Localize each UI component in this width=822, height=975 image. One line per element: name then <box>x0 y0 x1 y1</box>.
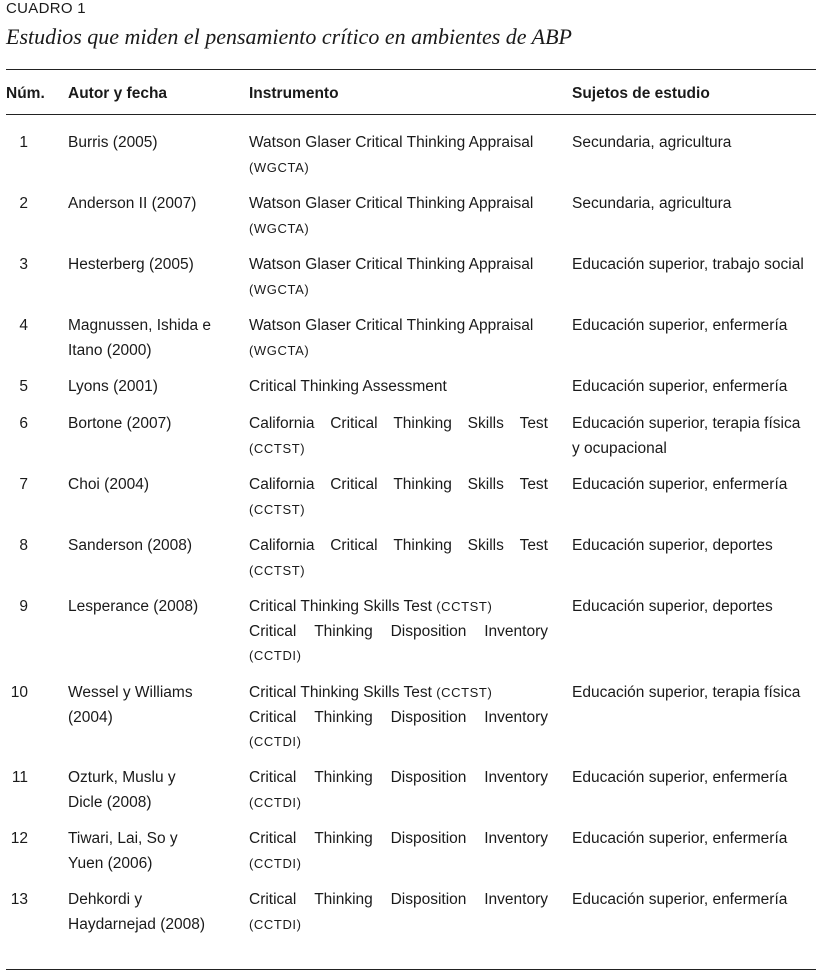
author-line: Choi (2004) <box>68 476 149 493</box>
row-instrument <box>249 192 549 241</box>
instrument-line: (CCTDI) <box>249 916 302 932</box>
row-number: 5 <box>19 378 28 395</box>
row-number: 12 <box>10 830 28 847</box>
instrument-line: Watson Glaser Critical Thinking Appraisal <box>249 317 534 334</box>
author-line: Hesterberg (2005) <box>68 256 194 273</box>
instrument-line: (WGCTA) <box>249 159 310 175</box>
row-instrument <box>249 375 549 400</box>
subjects-line: y ocupacional <box>572 439 667 457</box>
row-instrument <box>249 314 549 363</box>
author-line: (2004) <box>68 708 113 726</box>
author-line: Magnussen, Ishida e <box>68 317 212 334</box>
subjects-line: Educación superior, enfermería <box>572 891 788 908</box>
row-subjects <box>572 253 822 278</box>
instrument-line: California Critical Thinking Skills Test <box>249 415 548 432</box>
row-author <box>68 534 238 559</box>
row-subjects <box>572 681 822 706</box>
instrument-line: Critical Thinking Disposition Inventory <box>249 708 548 726</box>
table-title: Estudios que miden el pensamiento crítico en ambientes de ABP <box>6 24 572 49</box>
instrument-line: Critical Thinking Disposition Inventory <box>249 769 548 786</box>
header-num: Núm. <box>6 85 45 102</box>
row-author <box>68 253 238 278</box>
instrument-line: (CCTDI) <box>249 648 302 663</box>
table-label: CUADRO 1 <box>6 0 86 17</box>
header-subjects: Sujetos de estudio <box>572 85 710 102</box>
author-line: Ozturk, Muslu y <box>68 769 176 786</box>
instrument-line: California Critical Thinking Skills Test <box>249 537 548 554</box>
author-line: Haydarnejad (2008) <box>68 915 206 933</box>
subjects-line: Secundaria, agricultura <box>572 134 732 151</box>
row-subjects <box>572 766 822 791</box>
top-rule <box>6 69 816 70</box>
row-author <box>68 681 238 730</box>
header-author: Autor y fecha <box>68 85 168 102</box>
subjects-line: Educación superior, terapia física <box>572 684 801 701</box>
row-instrument <box>249 827 549 876</box>
row-subjects <box>572 534 822 559</box>
row-author <box>68 888 238 937</box>
instrument-line: (CCTDI) <box>249 855 302 871</box>
subjects-line: Educación superior, enfermería <box>572 476 788 493</box>
instrument-line: (CCTST) <box>249 501 306 517</box>
subjects-line: Educación superior, enfermería <box>572 378 788 395</box>
row-instrument <box>249 595 549 669</box>
subjects-line: Educación superior, trabajo social <box>572 256 804 273</box>
row-number: 3 <box>19 256 28 273</box>
author-line: Sanderson (2008) <box>68 537 193 554</box>
instrument-line: (CCTST) <box>249 440 306 456</box>
row-number: 6 <box>19 415 28 432</box>
row-subjects <box>572 412 822 461</box>
row-subjects <box>572 314 822 339</box>
row-number: 8 <box>19 537 28 554</box>
instrument-line: (CCTST) <box>249 562 306 578</box>
instrument-line: (WGCTA) <box>249 342 310 358</box>
row-instrument <box>249 412 549 461</box>
instrument-line: Critical Thinking Assessment <box>249 378 447 395</box>
instrument-line: Critical Thinking Disposition Inventory <box>249 622 548 640</box>
row-instrument <box>249 888 549 937</box>
author-line: Bortone (2007) <box>68 415 172 432</box>
row-subjects <box>572 827 822 852</box>
subjects-line: Secundaria, agricultura <box>572 195 732 212</box>
row-number: 4 <box>19 317 28 334</box>
subjects-line: Educación superior, enfermería <box>572 830 788 847</box>
author-line: Anderson II (2007) <box>68 195 197 212</box>
author-line: Dicle (2008) <box>68 793 152 811</box>
row-author <box>68 827 238 876</box>
row-author <box>68 314 238 363</box>
instrument-line: Watson Glaser Critical Thinking Appraisal <box>249 256 534 273</box>
row-instrument <box>249 766 549 815</box>
row-instrument <box>249 681 549 755</box>
author-line: Lyons (2001) <box>68 378 158 395</box>
row-subjects <box>572 375 822 400</box>
row-instrument <box>249 253 549 302</box>
row-subjects <box>572 131 822 156</box>
row-number: 7 <box>19 476 28 493</box>
subjects-line: Educación superior, deportes <box>572 537 773 554</box>
row-author <box>68 595 238 620</box>
bottom-rule <box>6 969 816 970</box>
author-line: Lesperance (2008) <box>68 598 199 615</box>
author-line: Tiwari, Lai, So y <box>68 830 178 847</box>
row-author <box>68 131 238 156</box>
instrument-line: (WGCTA) <box>249 220 310 236</box>
row-author <box>68 766 238 815</box>
row-instrument <box>249 473 549 522</box>
author-line: Itano (2000) <box>68 341 152 359</box>
row-number: 10 <box>10 684 28 701</box>
row-number: 13 <box>10 891 28 908</box>
instrument-line: (CCTDI) <box>249 734 302 749</box>
author-line: Wessel y Williams <box>68 684 193 701</box>
row-subjects <box>572 595 822 620</box>
subjects-line: Educación superior, enfermería <box>572 769 788 786</box>
author-line: Dehkordi y <box>68 891 143 908</box>
instrument-line: Watson Glaser Critical Thinking Appraisal <box>249 195 534 212</box>
row-number: 1 <box>19 134 28 151</box>
row-subjects <box>572 888 822 913</box>
instrument-line: Critical Thinking Skills Test (CCTST) <box>249 684 493 701</box>
header-instrument: Instrumento <box>249 85 339 102</box>
row-author <box>68 192 238 217</box>
row-author <box>68 412 238 437</box>
row-author <box>68 375 238 400</box>
subjects-line: Educación superior, terapia física <box>572 415 801 432</box>
row-number: 9 <box>19 598 28 615</box>
instrument-line: Critical Thinking Skills Test (CCTST) <box>249 598 493 615</box>
row-subjects <box>572 473 822 498</box>
subjects-line: Educación superior, enfermería <box>572 317 788 334</box>
instrument-line: California Critical Thinking Skills Test <box>249 476 548 493</box>
instrument-line: Critical Thinking Disposition Inventory <box>249 891 548 908</box>
row-subjects <box>572 192 822 217</box>
row-author <box>68 473 238 498</box>
author-line: Burris (2005) <box>68 134 158 151</box>
instrument-line: Watson Glaser Critical Thinking Appraisal <box>249 134 534 151</box>
author-line: Yuen (2006) <box>68 854 153 872</box>
row-instrument <box>249 534 549 583</box>
instrument-line: (WGCTA) <box>249 281 310 297</box>
subjects-line: Educación superior, deportes <box>572 598 773 615</box>
header-rule <box>6 114 816 115</box>
instrument-line: Critical Thinking Disposition Inventory <box>249 830 548 847</box>
row-number: 2 <box>19 195 28 212</box>
row-instrument <box>249 131 549 180</box>
instrument-line: (CCTDI) <box>249 794 302 810</box>
row-number: 11 <box>11 769 28 786</box>
